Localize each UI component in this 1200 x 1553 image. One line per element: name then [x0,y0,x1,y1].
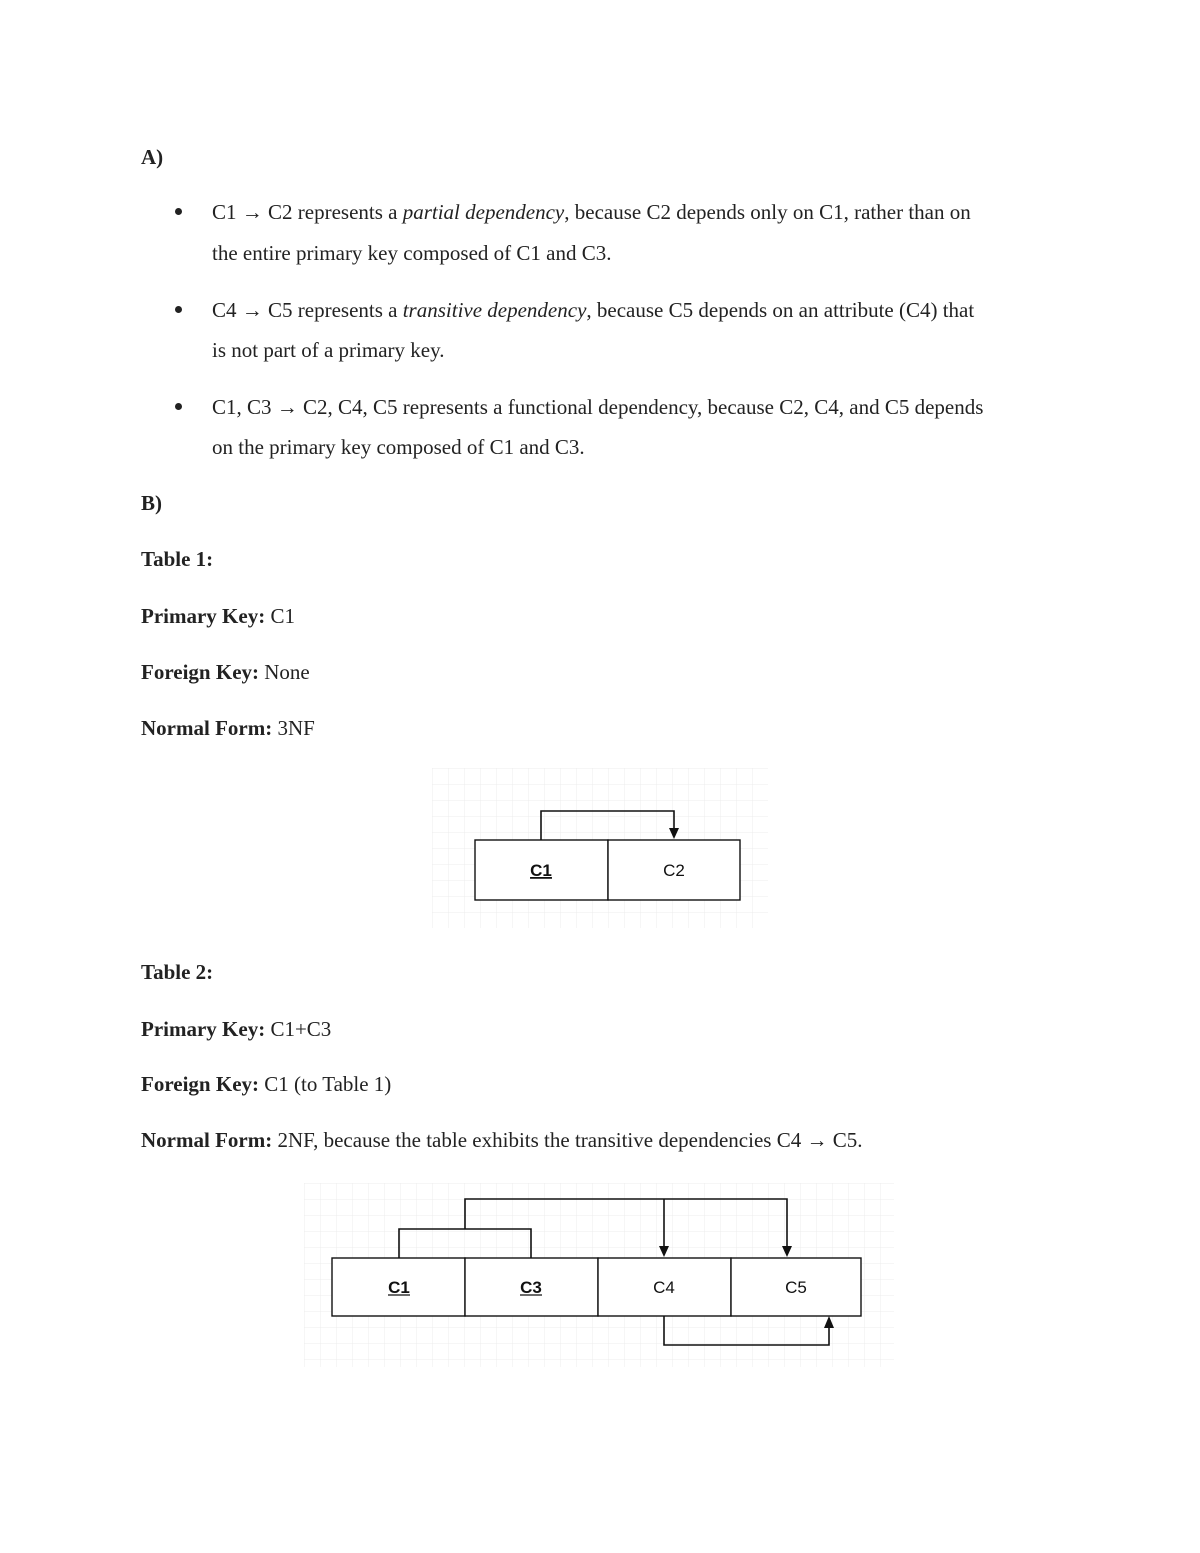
column-label-c3: C3 [520,1278,542,1297]
table1-title: Table 1: [141,547,214,571]
table2-foreign-key: Foreign Key: C1 (to Table 1) [141,1072,392,1096]
list-item: C1, C3 → C2, C4, C5 represents a functional dependency, because C2, C4, and C5 depends [212,395,984,419]
table2-dependency-diagram [304,1183,894,1367]
table1-dependency-diagram [432,768,768,928]
section-b-heading: B) [141,491,162,515]
table1-foreign-key: Foreign Key: None [141,660,310,684]
list-item-continuation: on the primary key composed of C1 and C3. [212,435,585,459]
table1-primary-key: Primary Key: C1 [141,604,295,628]
table2-normal-form: Normal Form: 2NF, because the table exhibits the transitive dependencies C4 → C5. [141,1128,863,1152]
column-label-c1: C1 [530,861,552,880]
bullet-icon [175,208,182,215]
bullet-icon [175,403,182,410]
bullet-icon [175,306,182,313]
table2-primary-key: Primary Key: C1+C3 [141,1017,332,1041]
list-item: C4 → C5 represents a transitive dependency, because C5 depends on an attribute (C4) that [212,298,975,322]
list-item: C1 → C2 represents a partial dependency, because C2 depends only on C1, rather than on [212,200,971,224]
table1-normal-form: Normal Form: 3NF [141,716,315,740]
list-item-continuation: is not part of a primary key. [212,338,445,362]
column-label-c1: C1 [388,1278,410,1297]
table2-title: Table 2: [141,960,214,984]
column-label-c4: C4 [653,1278,675,1297]
section-a-heading: A) [141,145,164,169]
column-label-c5: C5 [785,1278,807,1297]
column-label-c2: C2 [663,861,685,880]
right-arrow-icon: → [806,1128,828,1152]
list-item-continuation: the entire primary key composed of C1 and C3. [212,241,612,265]
